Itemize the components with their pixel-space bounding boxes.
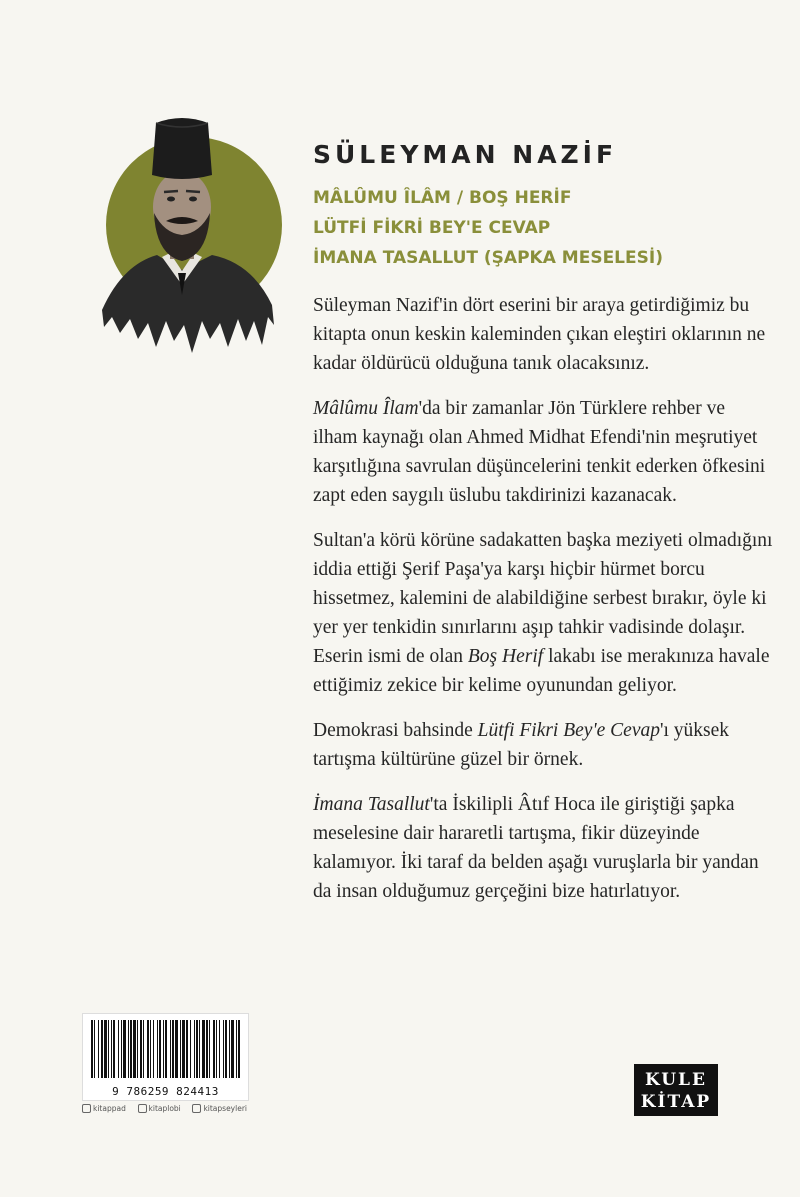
paragraph: Demokrasi bahsinde Lütfi Fikri Bey'e Cevap'ı yüksek tartışma kültürüne güzel bir örnek. (313, 720, 730, 770)
book-title-italic: Boş Herif (467, 646, 544, 667)
store-logos (82, 1104, 247, 1113)
back-cover-text (313, 291, 773, 922)
barcode-bars (83, 1014, 248, 1084)
store-logo: kitappad (82, 1104, 126, 1113)
book-title-italic: Mâlûmu Îlam (313, 398, 419, 419)
store-logo: kitapseyleri (192, 1104, 247, 1113)
book-title-italic: Lütfi Fikri Bey'e Cevap (477, 720, 660, 741)
title-line: İMANA TASALLUT (ŞAPKA MESELESİ) (313, 248, 663, 268)
book-title-italic: İmana Tasallut (313, 794, 430, 815)
paragraph: Mâlûmu Îlam'da bir zamanlar Jön Türklere rehber ve ilham kaynağı olan Ahmed Midhat Efendi'nin meşrutiyet karşıtlığına savrulan düşüncelerini tenkit ederken öfkesini zapt eden saygılı üslubu takdirinizi kazanacak. (313, 398, 766, 506)
author-portrait (82, 95, 282, 360)
book-titles (313, 183, 663, 273)
paragraph: Süleyman Nazif'in dört eserini bir araya getirdiğimiz bu kitapta onun keskin kaleminden çıkan eleştiri oklarının ne kadar öldürücü olduğuna tanık olacaksınız. (313, 295, 766, 374)
paragraph: İmana Tasallut'ta İskilipli Âtıf Hoca ile giriştiği şapka meselesine dair hararetli tartışma, fikir düzeyinde kalamıyor. İki taraf da belden aşağı vuruşlarla bir yandan da insan olduğumuz gerçeğini bize hatırlatıyor. (313, 794, 759, 902)
title-line: MÂLÛMU ÎLÂM / BOŞ HERİF (313, 188, 572, 208)
store-icon (82, 1104, 91, 1113)
store-icon (192, 1104, 201, 1113)
paragraph: Sultan'a körü körüne sadakatten başka meziyeti olmadığını iddia ettiği Şerif Paşa'ya karşı hiçbir hürmet borcu hissetmez, kalemini de alabildiğine serbest bırakır, öyle ki yer yer tenkidin sınırlarını aşıp tahkir vadisinde dolaşır. Eserin ismi de olan Boş Herif lakabı ise merakınıza havale ettiğimiz zekice bir kelime oyunundan geliyor. (313, 530, 773, 696)
store-logo: kitaplobi (138, 1104, 181, 1113)
publisher-logo: KULE KİTAP (634, 1064, 718, 1116)
isbn-barcode (82, 1013, 249, 1101)
author-name: SÜLEYMAN NAZİF (313, 140, 618, 169)
isbn-number: 9 786259 824413 (112, 1085, 219, 1098)
store-icon (138, 1104, 147, 1113)
title-line: LÜTFİ FİKRİ BEY'E CEVAP (313, 218, 551, 238)
